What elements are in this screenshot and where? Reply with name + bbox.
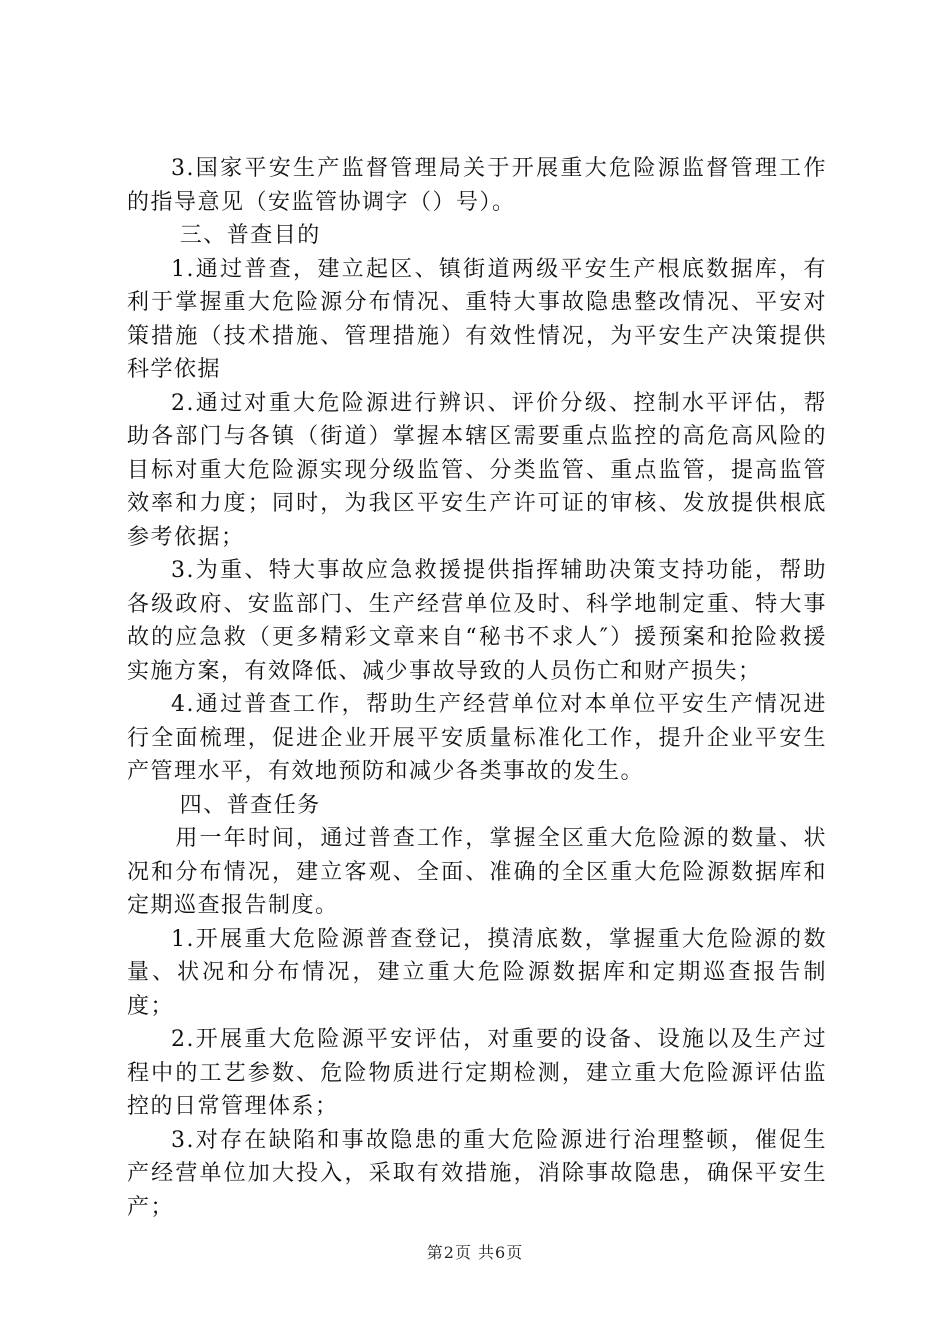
page-number-footer: 第2页 共6页 xyxy=(426,1243,524,1262)
paragraph-tasks-1: 1.开展重大危险源普查登记，摸清底数，掌握重大危险源的数量、状况和分布情况，建立重大危险源数据库和定期巡查报告制度； xyxy=(127,926,827,1019)
paragraph-tasks-intro: 用一年时间，通过普查工作，掌握全区重大危险源的数量、状况和分布情况，建立客观、全面、准确的全区重大危险源数据库和定期巡查报告制度。 xyxy=(127,826,827,918)
document-body xyxy=(127,152,827,1224)
paragraph-tasks-3: 3.对存在缺陷和事故隐患的重大危险源进行治理整顿，催促生产经营单位加大投入，采取有效措施，消除事故隐患，确保平安生产； xyxy=(127,1127,827,1220)
paragraph-tasks-2: 2.开展重大危险源平安评估，对重要的设备、设施以及生产过程中的工艺参数、危险物质进行定期检测，建立重大危险源评估监控的日常管理体系； xyxy=(127,1027,827,1119)
section-heading-purpose: 三、普查目的 xyxy=(179,223,321,248)
section-heading-tasks: 四、普查任务 xyxy=(179,792,321,818)
paragraph-purpose-1: 1.通过普查，建立起区、镇街道两级平安生产根底数据库，有利于掌握重大危险源分布情况、重特大事故隐患整改情况、平安对策措施（技术措施、管理措施）有效性情况，为平安生产决策提供科学依据 xyxy=(127,256,827,382)
paragraph-purpose-2: 2.通过对重大危险源进行辨识、评价分级、控制水平评估，帮助各部门与各镇（街道）掌握本辖区需要重点监控的高危高风险的目标对重大危险源实现分级监管、分类监管、重点监管，提高监管效率和力度；同时，为我区平安生产许可证的审核、发放提供根底参考依据； xyxy=(127,390,827,550)
paragraph-purpose-4: 4.通过普查工作，帮助生产经营单位对本单位平安生产情况进行全面梳理，促进企业开展平安质量标准化工作，提升企业平安生产管理水平，有效地预防和减少各类事故的发生。 xyxy=(127,692,827,784)
paragraph-reference-3: 3.国家平安生产监督管理局关于开展重大危险源监督管理工作的指导意见（安监管协调字（）号）。 xyxy=(127,156,827,215)
paragraph-purpose-3: 3.为重、特大事故应急救援提供指挥辅助决策支持功能，帮助各级政府、安监部门、生产经营单位及时、科学地制定重、特大事故的应急救（更多精彩文章来自“秘书不求人″）援预案和抢险救援实施方案，有效降低、减少事故导致的人员伤亡和财产损失； xyxy=(127,558,827,684)
